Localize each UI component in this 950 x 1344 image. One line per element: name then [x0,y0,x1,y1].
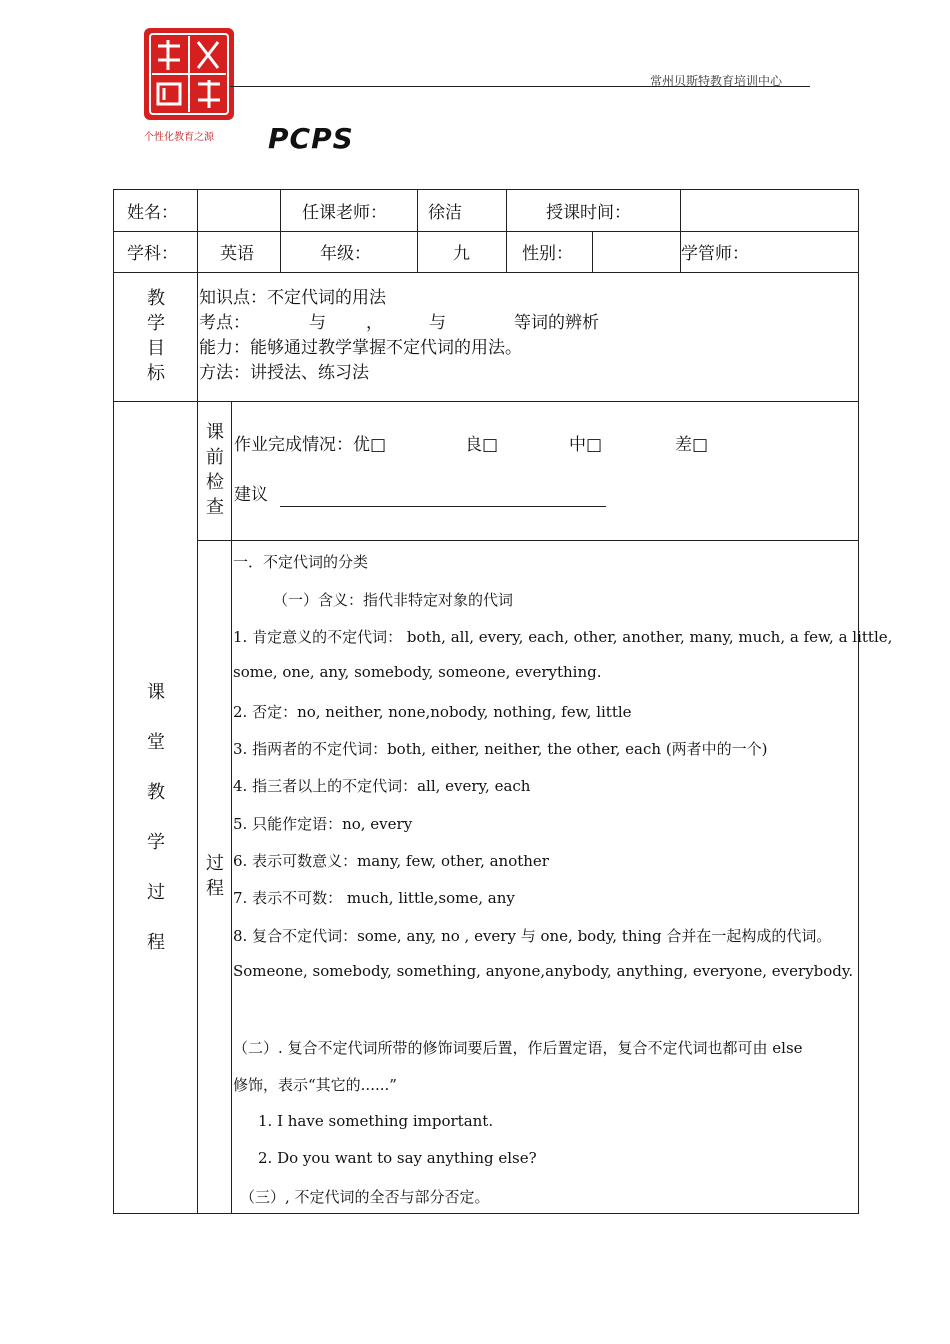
brand-wordmark: PCPS [268,122,354,155]
subject-value: 英语 [220,244,254,264]
exam-point-prefix: 考点： [199,313,250,333]
exam-point-comma: ， [366,313,383,333]
teacher-value: 徐洁 [428,202,462,223]
process-inner-label: 过 程 [206,853,224,899]
process-line: 7. 表示不可数： much, little,some, any [233,889,515,907]
lesson-time-label: 授课时间： [546,202,631,223]
ability-goal: 能力：能够通过教学掌握不定代词的用法。 [199,338,522,358]
process-line: 1. 肯定意义的不定代词： both, all, every, each, other, another, many, much, a few, a little, [233,628,893,646]
process-line: 4. 指三者以上的不定代词：all, every, each [233,777,531,795]
name-field[interactable] [198,190,279,230]
classroom-process-label: 课 堂 教 学 过 程 [147,682,165,953]
process-line: 3. 指两者的不定代词：both, either, neither, the other, each (两者中的一个) [233,740,768,758]
goals-section-label: 教 学 目 标 [147,288,165,384]
row-divider [197,540,859,541]
gender-field[interactable] [593,232,679,271]
knowledge-point: 知识点：不定代词的用法 [199,288,386,308]
process-line: （三）, 不定代词的全否与部分否定。 [240,1188,490,1206]
process-line: 8. 复合不定代词：some, any, no , every 与 one, body, thing 合并在一起构成的代词。 [233,927,832,945]
exam-point-suffix: 等词的辨析 [514,313,599,333]
process-line: Someone, somebody, something, anyone,anybody, anything, everyone, everybody. [233,962,854,980]
process-line: 6. 表示可数意义：many, few, other, another [233,852,549,870]
process-line: 修饰，表示“其它的......” [233,1076,397,1094]
advice-input-line[interactable] [280,506,606,507]
teacher-label: 任课老师： [302,202,387,223]
row-divider [113,272,859,273]
institution-name: 常州贝斯特教育培训中心 [650,74,783,88]
homework-medium-checkbox[interactable]: 中□ [569,435,603,455]
row-divider [113,401,859,402]
process-line: （一）含义：指代非特定对象的代词 [273,591,514,609]
lesson-time-field[interactable] [681,190,858,230]
gender-label: 性别： [522,244,573,264]
homework-excellent-checkbox[interactable]: 作业完成情况：优□ [234,435,387,455]
grade-label: 年级： [320,244,371,264]
process-line: 1. I have something important. [258,1112,494,1130]
process-line: （二）. 复合不定代词所带的修饰词要后置，作后置定语，复合不定代词也都可由 else [233,1039,803,1057]
homework-poor-checkbox[interactable]: 差□ [675,435,709,455]
school-seal-logo [140,26,240,144]
col-divider [280,189,281,272]
process-line: 5. 只能作定语：no, every [233,815,413,833]
method-goal: 方法：讲授法、练习法 [199,363,369,383]
process-line: 一．不定代词的分类 [233,553,369,571]
exam-point-and: 与 [309,313,326,333]
col-divider [417,189,418,272]
col-divider [506,189,507,272]
process-line: 2. Do you want to say anything else? [258,1149,537,1167]
subject-label: 学科： [127,244,178,264]
manager-label: 学管师： [681,244,749,264]
col-divider [197,189,198,1214]
homework-good-checkbox[interactable]: 良□ [465,435,499,455]
exam-point-and: 与 [429,313,446,333]
advice-label: 建议 [234,485,268,505]
grade-value: 九 [453,244,470,264]
col-divider [231,401,232,1214]
preclass-check-label: 课 前 检 查 [206,422,224,518]
name-label: 姓名： [127,202,178,223]
process-line: some, one, any, somebody, someone, everything. [233,663,602,681]
process-line: 2. 否定：no, neither, none,nobody, nothing, few, little [233,703,632,721]
logo-caption: 个性化教育之源 [144,132,214,143]
